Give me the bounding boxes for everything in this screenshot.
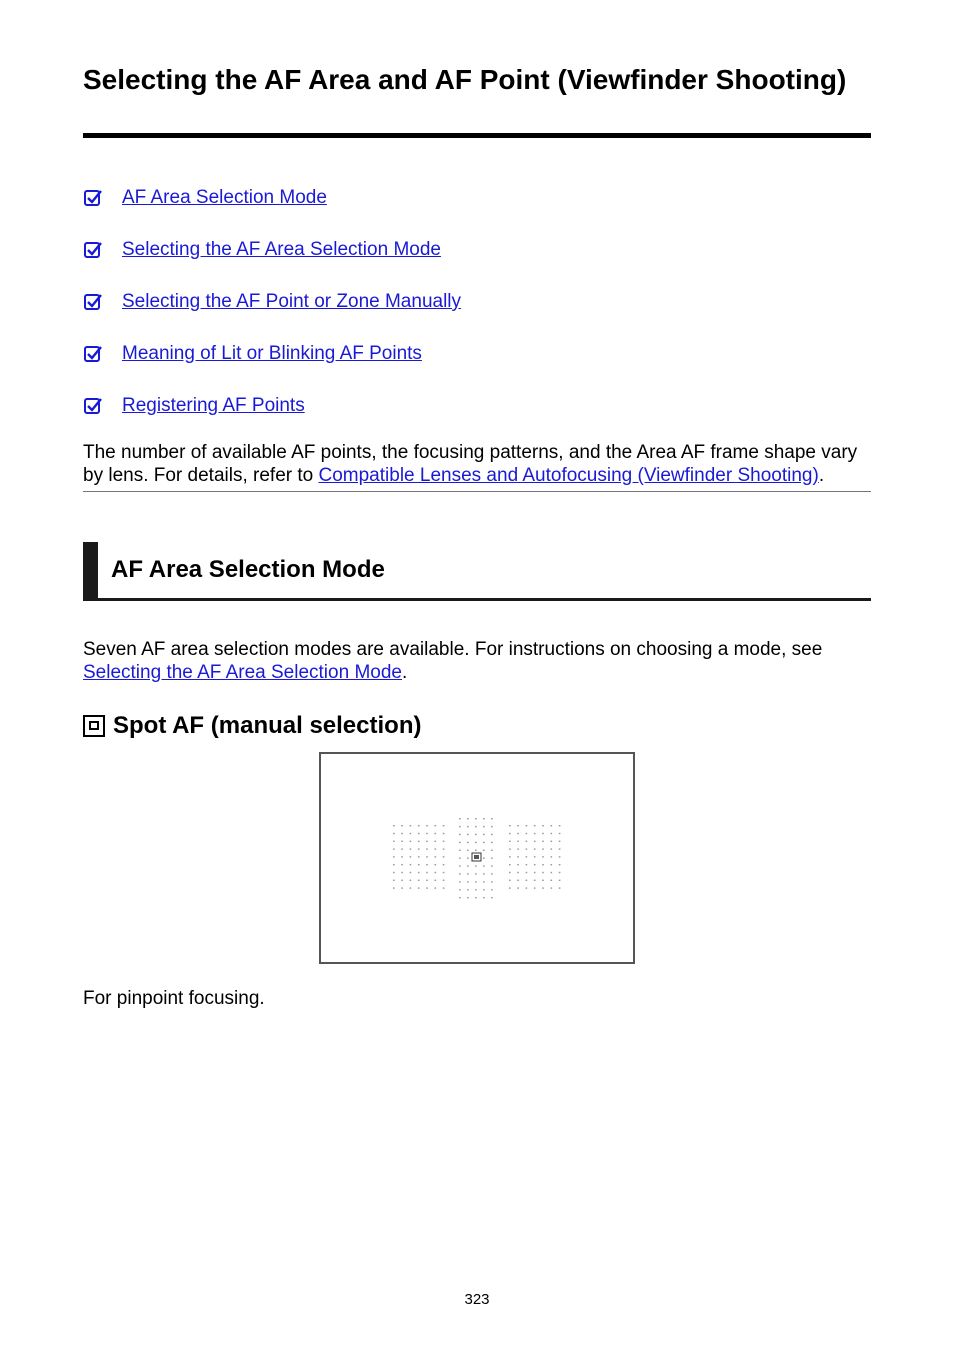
checkbox-arrow-icon xyxy=(83,240,103,260)
af-point xyxy=(459,826,461,827)
intro-text-end: . xyxy=(818,465,825,486)
af-point xyxy=(418,880,420,881)
af-point xyxy=(475,842,477,843)
af-point xyxy=(443,872,445,873)
toc-item-lit-blinking-af-points[interactable] xyxy=(83,342,422,366)
af-point xyxy=(534,880,536,881)
section-text-end: . xyxy=(401,662,408,683)
af-point xyxy=(393,880,395,881)
toc-item-af-area-selection-mode[interactable] xyxy=(83,186,327,210)
af-point xyxy=(534,833,536,834)
af-point xyxy=(517,856,519,857)
af-point xyxy=(426,841,428,842)
af-point xyxy=(483,873,485,874)
toc-link[interactable]: Selecting the AF Point or Zone Manually xyxy=(122,291,462,312)
af-point xyxy=(435,856,437,857)
af-point xyxy=(443,825,445,826)
af-point xyxy=(491,865,493,866)
af-point xyxy=(393,841,395,842)
viewfinder-illustration xyxy=(319,752,635,964)
af-point xyxy=(443,856,445,857)
af-point xyxy=(542,833,544,834)
af-point xyxy=(483,858,485,859)
af-point xyxy=(517,887,519,888)
spot-af-heading xyxy=(83,712,421,740)
section-text: Seven AF area selection modes are available. For instructions on choosing a mode, see xyxy=(83,639,823,660)
checkbox-arrow-icon xyxy=(83,188,103,208)
af-point xyxy=(435,841,437,842)
af-point xyxy=(509,880,511,881)
toc-item-registering-af-points[interactable] xyxy=(83,394,305,418)
af-point xyxy=(483,826,485,827)
af-point xyxy=(542,825,544,826)
af-point xyxy=(542,848,544,849)
af-point xyxy=(559,856,561,857)
af-point xyxy=(551,841,553,842)
af-point xyxy=(401,864,403,865)
section-title: AF Area Selection Mode xyxy=(111,556,385,583)
page-title: Selecting the AF Area and AF Point (Viewfinder Shooting) xyxy=(83,64,847,95)
af-point xyxy=(410,880,412,881)
toc-link[interactable]: AF Area Selection Mode xyxy=(122,187,327,208)
af-point xyxy=(393,864,395,865)
af-point xyxy=(475,897,477,898)
af-point xyxy=(491,850,493,851)
af-point xyxy=(526,848,528,849)
af-point xyxy=(418,856,420,857)
af-point xyxy=(459,850,461,851)
af-point xyxy=(435,872,437,873)
af-point xyxy=(559,841,561,842)
af-point xyxy=(426,825,428,826)
af-point xyxy=(467,897,469,898)
af-point xyxy=(401,872,403,873)
af-point xyxy=(526,887,528,888)
af-point xyxy=(467,842,469,843)
af-point xyxy=(559,887,561,888)
af-point xyxy=(483,834,485,835)
af-point xyxy=(410,833,412,834)
af-point xyxy=(491,889,493,890)
af-point xyxy=(526,841,528,842)
af-point xyxy=(426,833,428,834)
af-point xyxy=(426,887,428,888)
af-point xyxy=(435,864,437,865)
af-point xyxy=(526,880,528,881)
af-point xyxy=(475,826,477,827)
af-point xyxy=(559,864,561,865)
af-point xyxy=(435,880,437,881)
af-point xyxy=(443,887,445,888)
af-point xyxy=(418,825,420,826)
section-divider xyxy=(83,598,871,601)
af-point xyxy=(467,850,469,851)
af-point xyxy=(393,833,395,834)
af-point xyxy=(534,856,536,857)
af-point xyxy=(401,825,403,826)
af-point xyxy=(401,841,403,842)
af-point xyxy=(551,880,553,881)
af-point xyxy=(410,841,412,842)
af-point xyxy=(559,880,561,881)
af-point xyxy=(410,872,412,873)
af-point xyxy=(534,887,536,888)
selecting-af-area-mode-link[interactable]: Selecting the AF Area Selection Mode xyxy=(83,662,402,683)
af-point xyxy=(509,856,511,857)
af-point xyxy=(443,833,445,834)
af-point xyxy=(443,880,445,881)
af-point xyxy=(551,833,553,834)
af-point xyxy=(559,833,561,834)
af-point xyxy=(475,873,477,874)
af-point xyxy=(509,872,511,873)
compatible-lenses-link[interactable]: Compatible Lenses and Autofocusing (Viewfinder Shooting) xyxy=(318,465,819,486)
af-point xyxy=(459,897,461,898)
af-point xyxy=(534,848,536,849)
af-point xyxy=(475,881,477,882)
af-point xyxy=(410,848,412,849)
af-point xyxy=(509,864,511,865)
af-point xyxy=(483,865,485,866)
intro-text: The number of available AF points, the focusing patterns, and the Area AF frame shape vary by lens. For details, refer to xyxy=(83,442,858,486)
af-point xyxy=(526,856,528,857)
af-point xyxy=(435,833,437,834)
af-point xyxy=(393,825,395,826)
af-point xyxy=(393,887,395,888)
af-point xyxy=(401,856,403,857)
af-point xyxy=(467,881,469,882)
toc-link[interactable]: Selecting the AF Area Selection Mode xyxy=(122,239,441,260)
af-point xyxy=(517,872,519,873)
af-point xyxy=(401,887,403,888)
af-point xyxy=(526,872,528,873)
af-point xyxy=(459,842,461,843)
toc-link[interactable]: Registering AF Points xyxy=(122,395,305,416)
af-point xyxy=(459,889,461,890)
af-point xyxy=(426,864,428,865)
af-point xyxy=(426,872,428,873)
af-point xyxy=(534,872,536,873)
af-point xyxy=(509,848,511,849)
af-point xyxy=(410,825,412,826)
af-point xyxy=(534,864,536,865)
af-point xyxy=(418,841,420,842)
af-point xyxy=(542,841,544,842)
af-point xyxy=(483,818,485,819)
af-point xyxy=(517,825,519,826)
page-number: 323 xyxy=(464,1291,490,1308)
section-bar xyxy=(83,542,98,598)
af-point xyxy=(467,826,469,827)
af-point xyxy=(483,889,485,890)
af-point xyxy=(491,873,493,874)
af-point xyxy=(393,848,395,849)
section-header xyxy=(83,542,871,600)
af-point xyxy=(401,848,403,849)
af-point xyxy=(551,887,553,888)
af-point xyxy=(551,872,553,873)
af-point xyxy=(534,841,536,842)
af-point xyxy=(393,872,395,873)
af-point xyxy=(483,881,485,882)
af-point xyxy=(542,856,544,857)
af-point xyxy=(426,856,428,857)
af-point xyxy=(517,864,519,865)
spot-af-title: Spot AF (manual selection) xyxy=(113,712,422,739)
af-point xyxy=(426,880,428,881)
af-point xyxy=(401,833,403,834)
af-point xyxy=(491,858,493,859)
af-point xyxy=(483,897,485,898)
af-point xyxy=(459,834,461,835)
af-point xyxy=(509,841,511,842)
af-point xyxy=(459,873,461,874)
af-point xyxy=(459,881,461,882)
af-point xyxy=(534,825,536,826)
af-point xyxy=(443,848,445,849)
af-point xyxy=(491,826,493,827)
af-point xyxy=(491,897,493,898)
af-point xyxy=(443,864,445,865)
af-point xyxy=(542,880,544,881)
af-point xyxy=(542,887,544,888)
af-point xyxy=(475,834,477,835)
af-point xyxy=(526,864,528,865)
checkbox-arrow-icon xyxy=(83,344,103,364)
af-point xyxy=(418,833,420,834)
af-point xyxy=(483,850,485,851)
af-point xyxy=(491,834,493,835)
af-point xyxy=(509,887,511,888)
af-point xyxy=(443,841,445,842)
toc-link[interactable]: Meaning of Lit or Blinking AF Points xyxy=(122,343,422,364)
af-point xyxy=(467,865,469,866)
af-point xyxy=(426,848,428,849)
af-point xyxy=(467,818,469,819)
af-point xyxy=(475,889,477,890)
af-point xyxy=(475,850,477,851)
af-point xyxy=(475,865,477,866)
af-point xyxy=(410,864,412,865)
af-point xyxy=(526,833,528,834)
af-point xyxy=(509,833,511,834)
af-point xyxy=(435,887,437,888)
af-point xyxy=(467,834,469,835)
af-point xyxy=(509,825,511,826)
af-point xyxy=(517,880,519,881)
af-point xyxy=(491,842,493,843)
af-point xyxy=(517,848,519,849)
af-point xyxy=(435,848,437,849)
af-point xyxy=(410,887,412,888)
af-point xyxy=(551,848,553,849)
af-point xyxy=(467,873,469,874)
af-point xyxy=(542,872,544,873)
af-point xyxy=(551,856,553,857)
spot-af-icon xyxy=(83,715,105,737)
af-point xyxy=(491,818,493,819)
af-point xyxy=(475,818,477,819)
af-point xyxy=(459,865,461,866)
af-point xyxy=(435,825,437,826)
af-point xyxy=(410,856,412,857)
af-point xyxy=(517,841,519,842)
af-point xyxy=(467,858,469,859)
af-point xyxy=(418,848,420,849)
af-point xyxy=(459,858,461,859)
af-point xyxy=(517,833,519,834)
af-point xyxy=(559,848,561,849)
af-point xyxy=(559,872,561,873)
intro-paragraph xyxy=(83,441,873,487)
af-point xyxy=(467,889,469,890)
checkbox-arrow-icon xyxy=(83,396,103,416)
af-point xyxy=(551,864,553,865)
spot-af-description: For pinpoint focusing. xyxy=(83,988,265,1009)
af-point xyxy=(418,872,420,873)
intro-divider xyxy=(83,491,871,492)
checkbox-arrow-icon xyxy=(83,292,103,312)
af-point xyxy=(393,856,395,857)
af-point xyxy=(491,881,493,882)
af-point xyxy=(526,825,528,826)
title-divider xyxy=(83,133,871,138)
toc-item-selecting-af-point[interactable] xyxy=(83,290,461,314)
toc-item-selecting-af-area-mode[interactable] xyxy=(83,238,441,262)
af-point xyxy=(483,842,485,843)
af-point xyxy=(401,880,403,881)
af-point xyxy=(418,864,420,865)
af-point xyxy=(551,825,553,826)
af-point xyxy=(418,887,420,888)
af-point xyxy=(542,864,544,865)
af-point xyxy=(559,825,561,826)
af-point xyxy=(459,818,461,819)
section-paragraph xyxy=(83,638,873,684)
